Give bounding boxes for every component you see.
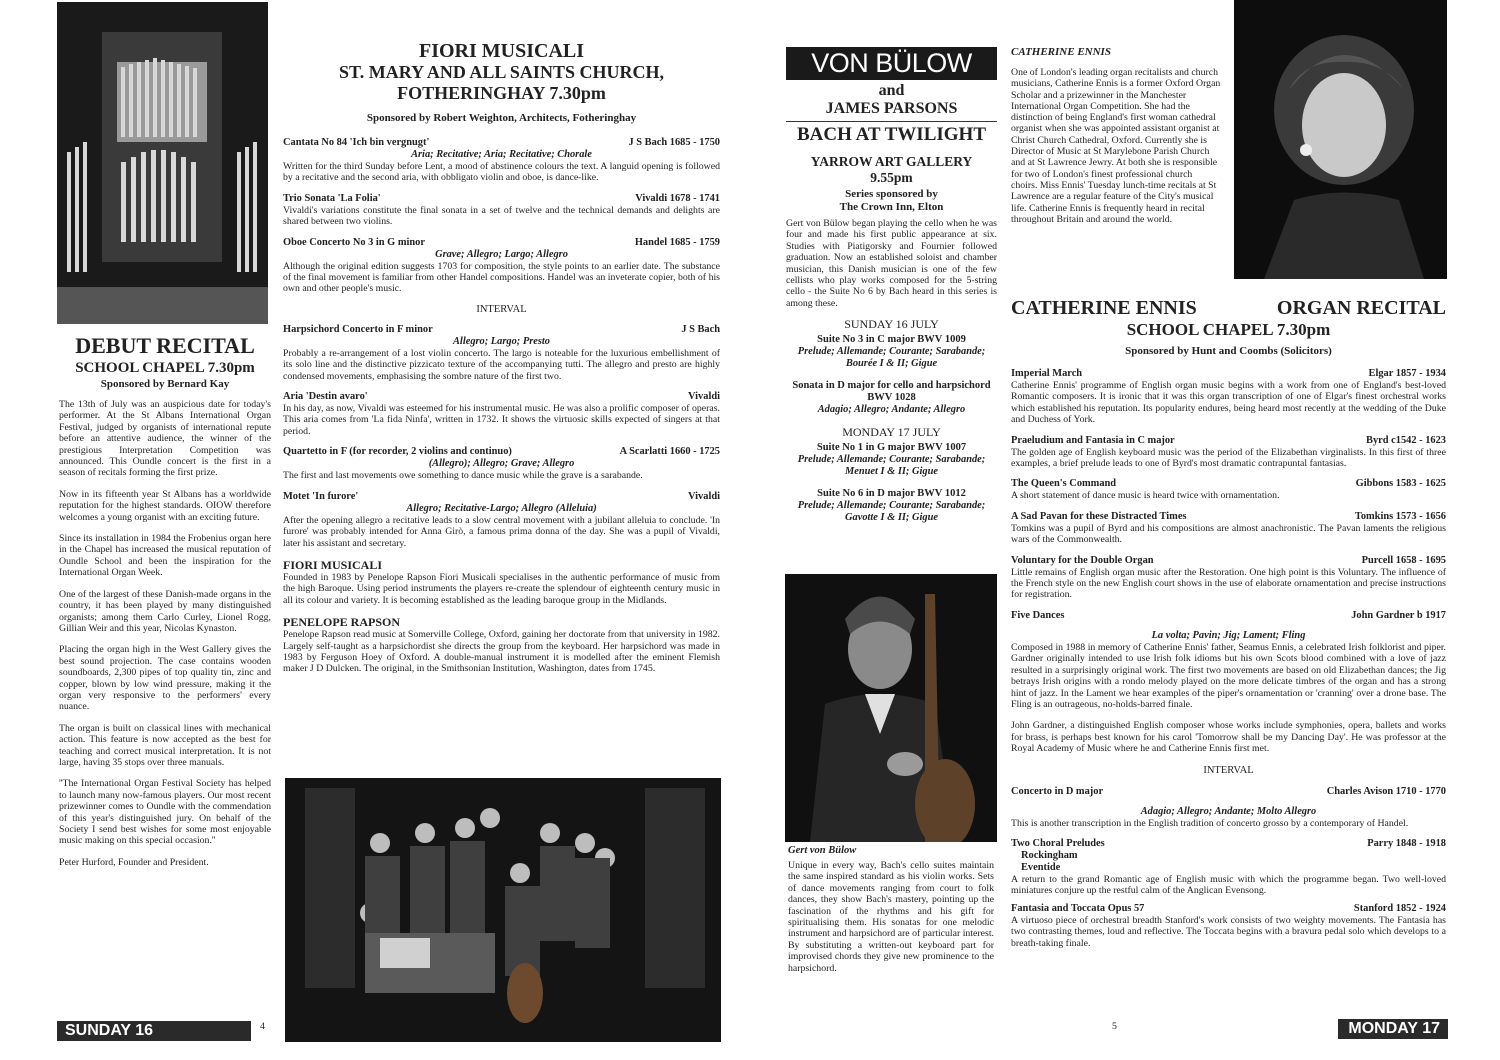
fiori-interval: INTERVAL bbox=[476, 303, 527, 315]
piece-title: A Sad Pavan for these Distracted Times bbox=[1011, 510, 1187, 522]
piece-composer: Tomkins 1573 - 1656 bbox=[1354, 510, 1446, 522]
cellist-icon bbox=[785, 574, 997, 842]
piece-title: Quartetto in F (for recorder, 2 violins and continuo) bbox=[283, 446, 512, 458]
recital-type: ORGAN RECITAL bbox=[1276, 297, 1446, 319]
piece-note: Composed in 1988 in memory of Catherine Ennis' father, Seamus Ennis, a celebrated Irish folklorist and piper. Gardner originally intended to use Irish folk idioms but his own Scots blood combined with a love of jazz resulted in a surprisingly original work. The first two movements are based on old Elizabethan dances; the Jig betrays Irish origins with a rondo melody played on the more delicate timbres of the organ and has a strong hint of jazz. In the Lament we hear examples of the piper's ornamentation or 'cranning' over a drone base. The Fling is an outrageous, no-holds-barred finale. bbox=[1011, 641, 1446, 710]
vonbulow-intro: Gert von Bülow began playing the cello when he was four and made his first public appearance at six. Studies with Piatigorsky and Fournier followed graduation. Now an established soloist and chamber musician, this Danish musician is one of the few cellists who play works composed for the 5-string cello - the Suite No 6 by Bach heard in this series is among these. bbox=[786, 218, 997, 309]
debut-signature: Peter Hurford, Founder and President. bbox=[59, 856, 209, 868]
ennis-bio-heading: CATHERINE ENNIS bbox=[1011, 46, 1111, 58]
debut-recital-section bbox=[59, 333, 271, 868]
page-number-left: 4 bbox=[260, 1021, 265, 1032]
vonbulow-outro: Unique in every way, Bach's cello suites maintain the same inspired standard as his violin works. Sets of dance movements ranging from court to folk dances, they show Bach's mastery, pointing up the fascination of the rhythms and his gift for spiritualising them. His sonatas for one melodic instrument and harpsichord are of particular interest. By substituting a written-out keyboard part for improvised chords they give new prominence to the harpsichord. bbox=[788, 860, 994, 974]
vonbulow-section bbox=[786, 82, 997, 524]
recital-piece bbox=[1011, 555, 1446, 601]
piece-note: The first and last movements owe something to dance music while the grave is a sarabande. bbox=[283, 470, 643, 482]
suite-title: Suite No 3 in C major BWV 1009 bbox=[817, 334, 966, 346]
ennis-portrait bbox=[1234, 0, 1447, 279]
ennis-bio bbox=[1011, 45, 1221, 225]
ensemble-photo bbox=[285, 778, 721, 1042]
suite-movements: Prelude; Allemande; Courante; Sarabande; Menuet I & II; Gigue bbox=[797, 454, 986, 478]
recital-program bbox=[1011, 362, 1446, 949]
piece-note: This is another transcription in the English tradition of concerto grosso by a contemporary of Handel. bbox=[1011, 817, 1409, 829]
suite-title: Sonata in D major for cello and harpsichord BWV 1028 bbox=[792, 380, 991, 404]
piece-title: Cantata No 84 'Ich bin vergnugt' bbox=[283, 137, 430, 148]
debut-para-4: One of the largest of these Danish-made organs in the country, it has been played by many distinguished organists; among them Carlo Curley, Lionel Rogg, Gillian Weir and this year, Nicolas Kynaston. bbox=[59, 588, 271, 634]
piece-note: A return to the grand Romantic age of English music with which the programme began. Two well-loved miniatures conjure up the restful calm of the Anglican Evensong. bbox=[1011, 873, 1446, 897]
footer-day-right: MONDAY 17 bbox=[1338, 1019, 1448, 1039]
piece-note: Although the original edition suggests 1703 for composition, the style points to an earlier date. The substance of the final movement is familiar from other Handel compositions. Handel was an inveterate copier, both of his own and other people's music. bbox=[283, 260, 720, 295]
piece-note: Little remains of English organ music after the Restoration. One high point is this Voluntary. The influence of the French style on the new English court shows in the use of elaborate ornamentation and precise instructions for registration. bbox=[1011, 566, 1446, 601]
recital-header bbox=[1011, 296, 1446, 358]
fiori-section bbox=[283, 40, 720, 675]
piece-composer: John Gardner b 1917 bbox=[1351, 609, 1446, 621]
bio-rapson bbox=[283, 615, 720, 675]
recital-piece bbox=[1011, 511, 1446, 546]
fiori-piece bbox=[283, 137, 720, 184]
fiori-title: FIORI MUSICALI bbox=[418, 40, 585, 62]
piece-composer: Charles Avison 1710 - 1770 bbox=[1326, 785, 1446, 797]
day-heading: SUNDAY 16 JULY bbox=[844, 317, 939, 332]
piece-movements: Grave; Allegro; Largo; Allegro bbox=[435, 248, 568, 260]
debut-sponsor: Sponsored by Bernard Kay bbox=[100, 378, 230, 390]
recital-piece bbox=[1011, 478, 1446, 501]
piece-movements: (Allegro); Allegro; Grave; Allegro bbox=[428, 458, 575, 470]
piece-note: Probably a re-arrangement of a lost violin concerto. The largo is noteable for the luxurious embellishment of its solo line and the distinctive pizzicato texture of the accompanying tutti. The allegro and presto are highly condensed movements, emphasising the sombre nature of the first two. bbox=[283, 347, 720, 382]
debut-para-3: Since its installation in 1984 the Frobenius organ here in the Chapel has increased the musical reputation of Oundle School and been the inspiration for the International Organ Week. bbox=[59, 533, 271, 579]
piece-title: Voluntary for the Double Organ bbox=[1011, 554, 1154, 566]
piece-title: Aria 'Destin avaro' bbox=[283, 391, 368, 403]
piece-movements: Aria; Recitative; Aria; Recitative; Chorale bbox=[411, 149, 592, 160]
debut-venue: SCHOOL CHAPEL 7.30pm bbox=[75, 360, 255, 376]
piece-note: Tomkins was a pupil of Byrd and his compositions are almost anachronistic. The Pavan laments the religious wars of the Commonwealth. bbox=[1011, 522, 1446, 546]
piece-movements: Adagio; Allegro; Andante; Molto Allegro bbox=[1140, 805, 1317, 817]
recital-sponsor: Sponsored by Hunt and Coombs (Solicitors) bbox=[1125, 345, 1332, 357]
piece-movements: Allegro; Recitative-Largo; Allegro (Alleluia) bbox=[406, 502, 597, 514]
piece-composer: Vivaldi 1678 - 1741 bbox=[635, 192, 720, 204]
page-number-right: 5 bbox=[1112, 1021, 1117, 1032]
piece-note: After the opening allegro a recitative leads to a slow central movement with a jubilant alleluia to conclude. 'In furore' was probably intended for Anna Girò, a famous prima donna of the day. She was a pupil of Vivaldi, later his assistant and secretary. bbox=[283, 514, 720, 549]
series-time: 9.55pm bbox=[870, 170, 913, 185]
piece-composer: Purcell 1658 - 1695 bbox=[1361, 554, 1446, 566]
recital-piece bbox=[1011, 435, 1446, 470]
piece-title: Two Choral Preludes bbox=[1011, 837, 1105, 849]
ensemble-icon bbox=[285, 778, 721, 1042]
piece-note: Catherine Ennis' programme of English organ music begins with a work from one of England's best-loved Romantic composers. It is ironic that it was this organ transcription of one of Elgar's finest orchestral works which established his reputation. Its popularity endures, being heard most recently at the wedding of the Duke and Duchess of York. bbox=[1011, 380, 1446, 426]
bio-fiori bbox=[283, 558, 720, 606]
recital-piece bbox=[1011, 903, 1446, 949]
piece-subtitle: Rockingham bbox=[1021, 849, 1078, 861]
vonbulow-logo bbox=[786, 47, 997, 80]
suite-movements: Prelude; Allemande; Courante; Sarabande; Gavotte I & II; Gigue bbox=[797, 500, 986, 524]
debut-title: DEBUT RECITAL bbox=[75, 333, 255, 358]
cellist-photo bbox=[785, 574, 997, 842]
series-sponsor-2: The Crown Inn, Elton bbox=[839, 201, 944, 213]
fiori-piece bbox=[283, 491, 720, 549]
piece-title: Five Dances bbox=[1011, 609, 1065, 621]
cellist-caption: Gert von Bülow bbox=[788, 845, 857, 856]
piece-title: Fantasia and Toccata Opus 57 bbox=[1011, 902, 1145, 914]
debut-para-1: The 13th of July was an auspicious date for today's performer. At the St Albans International Organ Festival, judged by organists of international repute before an attentive audience, the winner of the prestigious Interpretation Competition was announced. This Oundle concert is the first in a season of recitals forming the first prize. bbox=[59, 399, 271, 479]
piece-note: A virtuoso piece of orchestral breadth Stanford's work consists of two weighty movements. The Fantasia has two contrasting themes, loud and reflective. The Toccata begins with a bravura pedal solo which develops to a breath-taking finale. bbox=[1011, 914, 1446, 949]
piece-title: Praeludium and Fantasia in C major bbox=[1011, 434, 1175, 446]
piece-note: In his day, as now, Vivaldi was esteemed for his instrumental music. He was also a prolific composer of operas. This aria comes from 'La fida Ninfa', written in 1732. It shows the virtuosic skills expected of singers at that period. bbox=[283, 403, 720, 437]
gardner-note: John Gardner, a distinguished English composer whose works include symphonies, opera, ballets and works for brass, is perhaps best known for his carol 'Tomorrow shall be my Dancing Day'. He was professor at the Royal Academy of Music where he and Catherine Ennis first met. bbox=[1011, 720, 1446, 755]
fiori-venue-2: FOTHERINGHAY 7.30pm bbox=[397, 83, 606, 103]
suite-movements: Prelude; Allemande; Courante; Sarabande; Bourée I & II; Gigue bbox=[797, 346, 986, 370]
piece-composer: Vivaldi bbox=[688, 391, 720, 403]
suite-title: Suite No 1 in G major BWV 1007 bbox=[816, 442, 967, 454]
fiori-sponsor: Sponsored by Robert Weighton, Architects, Fotheringhay bbox=[366, 112, 637, 124]
debut-para-6: The organ is built on classical lines with mechanical action. This feature is now accepted as the best for teaching and correct musical interpretation. It is not large, having 35 stops over three manuals. bbox=[59, 722, 271, 768]
piece-title: Oboe Concerto No 3 in G minor bbox=[283, 236, 425, 248]
piece-title: Motet 'In furore' bbox=[283, 490, 359, 502]
fiori-piece bbox=[283, 193, 720, 228]
bio-text: Founded in 1983 by Penelope Rapson Fiori Musicali specialises in the authentic performance of music from the high Baroque. Using period instruments the players re-create the splendour of eighteenth century music in all its colour and variety. It is becoming established as the leading baroque group in the Midlands. bbox=[283, 571, 720, 606]
bio-heading: PENELOPE RAPSON bbox=[283, 615, 401, 630]
piece-composer: Parry 1848 - 1918 bbox=[1367, 837, 1446, 849]
portrait-icon bbox=[1234, 0, 1447, 279]
piece-note: Written for the third Sunday before Lent, a mood of abstinence colours the text. A languid opening is followed by a recitative and the second aria, with obbligato violin and oboe, is dance-like. bbox=[283, 161, 720, 184]
recital-name: CATHERINE ENNIS bbox=[1011, 297, 1197, 319]
piece-composer: J S Bach 1685 - 1750 bbox=[628, 137, 720, 148]
piece-title: Harpsichord Concerto in F minor bbox=[283, 323, 433, 335]
fiori-venue: ST. MARY AND ALL SAINTS CHURCH, bbox=[339, 62, 664, 82]
recital-piece bbox=[1011, 838, 1446, 897]
piece-title: The Queen's Command bbox=[1011, 478, 1117, 490]
piece-movements: La volta; Pavin; Jig; Lament; Fling bbox=[1151, 629, 1306, 641]
recital-piece bbox=[1011, 786, 1446, 829]
piece-title: Concerto in D major bbox=[1011, 785, 1104, 797]
fiori-piece bbox=[283, 446, 720, 481]
debut-para-5: Placing the organ high in the West Gallery gives the best sound projection. The case contains wooden soundboards, 2,300 pipes of top quality tin, zinc and copper, blown by low wind pressure, making it the organ very responsive to the performers' every nuance. bbox=[59, 644, 271, 713]
piece-subtitle: Eventide bbox=[1021, 861, 1061, 873]
piece-composer: A Scarlatti 1660 - 1725 bbox=[619, 446, 720, 458]
recital-venue: SCHOOL CHAPEL 7.30pm bbox=[1126, 320, 1331, 339]
partner-name: JAMES PARSONS bbox=[825, 100, 958, 117]
piece-composer: Byrd c1542 - 1623 bbox=[1366, 434, 1446, 446]
suite-title: Suite No 6 in D major BWV 1012 bbox=[817, 488, 966, 500]
debut-para-2: Now in its fifteenth year St Albans has a worldwide reputation for the highest standards. OIOW therefore welcomes a young organist with an exciting future. bbox=[59, 488, 271, 523]
piece-note: The golden age of English keyboard music was the period of the Elizabethan virginalists. In this first of three examples, a brief prelude leads to one of Byrd's most dramatic contrapuntal fantasias. bbox=[1011, 446, 1446, 470]
fiori-piece bbox=[283, 324, 720, 382]
and-text: and bbox=[878, 82, 905, 99]
piece-movements: Allegro; Largo; Presto bbox=[453, 335, 550, 347]
fiori-piece bbox=[283, 391, 720, 437]
piece-title: Imperial March bbox=[1011, 368, 1083, 379]
day-heading: MONDAY 17 JULY bbox=[842, 425, 941, 440]
organ-photo bbox=[57, 2, 268, 324]
recital-piece bbox=[1011, 368, 1446, 426]
recital-piece bbox=[1011, 610, 1446, 710]
suite-movements: Adagio; Allegro; Andante; Allegro bbox=[817, 404, 966, 416]
logo-text: VON BÜLOW bbox=[811, 48, 972, 78]
bio-text: Penelope Rapson read music at Somerville College, Oxford, gaining her doctorate from that university in 1982. Largely self-taught as a harpsichordist she directs the group from the keyboard. Her harpsichord was made in 1983 by Ferguson Hoey of Oxford. A double-manual instrument it is modelled after the eminent Flemish maker J D Dulcken. The original, in the Smithsonian Institution, Washington, dates from 1745. bbox=[283, 629, 720, 675]
organ-icon bbox=[57, 2, 268, 324]
piece-composer: J S Bach bbox=[681, 323, 720, 335]
series-venue: YARROW ART GALLERY bbox=[810, 154, 973, 169]
series-sponsor-1: Series sponsored by bbox=[845, 188, 938, 200]
piece-title: Trio Sonata 'La Folia' bbox=[283, 192, 381, 204]
footer-day-left: SUNDAY 16 bbox=[57, 1021, 251, 1041]
piece-composer: Vivaldi bbox=[688, 490, 720, 502]
recital-interval: INTERVAL bbox=[1203, 764, 1254, 776]
bio-heading: FIORI MUSICALI bbox=[283, 557, 383, 572]
debut-para-7: ''The International Organ Festival Society has helped to launch many now-famous players. Our most recent prizewinner comes to Oundle with the commendation of this year's distinguished jury. On behalf of the Society I send best wishes for some most enjoyable music making on this special occasion.'' bbox=[59, 778, 271, 847]
piece-composer: Stanford 1852 - 1924 bbox=[1353, 902, 1446, 914]
fiori-piece bbox=[283, 237, 720, 295]
piece-composer: Elgar 1857 - 1934 bbox=[1368, 368, 1446, 379]
ennis-bio-text: One of London's leading organ recitalists and church musicians, Catherine Ennis is a former Oxford Organ Scholar and a prizewinner in the Manchester International Organ Competition. She had the distinction of being England's first woman cathedral organist when she was appointed assistant organist at Christ Church Cathedral, Oxford. Currently she is Director of Music at St Marylebone Parish Church and at St Lawrence Jewry. At both she is responsible for two of London's finest professional church choirs. Miss Ennis' Tuesday lunch-time recitals at St Lawrence are a regular feature of the City's musical life. Catherine Ennis is frequently heard in recital throughout Britain and around the world. bbox=[1011, 67, 1221, 225]
piece-note: A short statement of dance music is heard twice with ornamentation. bbox=[1011, 490, 1280, 502]
series-title: BACH AT TWILIGHT bbox=[786, 121, 997, 148]
piece-note: Vivaldi's variations constitute the final sonata in a set of twelve and the technical demands and delights are shared between two violins. bbox=[283, 204, 720, 228]
piece-composer: Handel 1685 - 1759 bbox=[634, 236, 720, 248]
piece-composer: Gibbons 1583 - 1625 bbox=[1355, 478, 1446, 490]
